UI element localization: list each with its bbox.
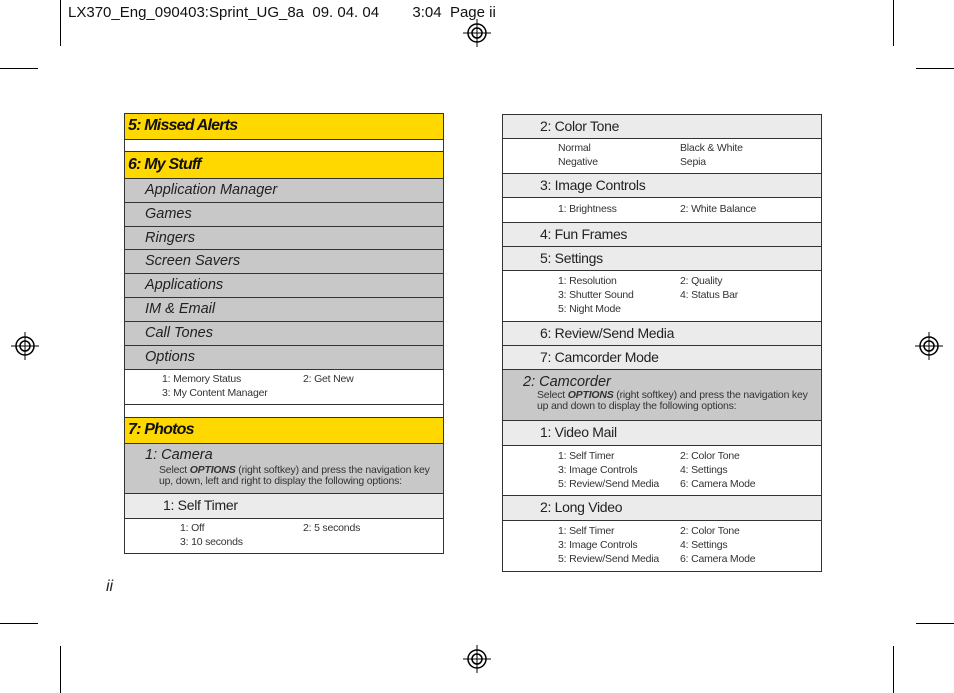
- camcorder-submenu-header: [503, 370, 821, 421]
- menu-item-applications: Applications: [125, 274, 443, 298]
- section-heading-my-stuff: 6: My Stuff: [125, 152, 443, 179]
- self-timer-options-box: [125, 519, 443, 553]
- long-video-options-box: [503, 521, 821, 571]
- color-tone-options-box: [503, 139, 821, 174]
- submenu-long-video: 2: Long Video: [503, 496, 821, 521]
- spacer-row: [125, 405, 443, 418]
- option-text: 5: Night Mode: [558, 303, 621, 315]
- registration-mark-icon: [463, 19, 491, 47]
- submenu-video-mail: 1: Video Mail: [503, 421, 821, 446]
- option-text: 1: Brightness: [558, 203, 617, 215]
- option-text: Sepia: [680, 156, 706, 168]
- settings-options-box: [503, 271, 821, 322]
- option-text: Normal: [558, 142, 591, 154]
- option-text: 4: Settings: [680, 539, 728, 551]
- option-text: Negative: [558, 156, 598, 168]
- spacer-row: [125, 140, 443, 152]
- option-text: 3: My Content Manager: [162, 387, 268, 399]
- camera-submenu-header: [125, 444, 443, 494]
- option-text: 2: White Balance: [680, 203, 757, 215]
- menu-item-options: Options: [125, 346, 443, 370]
- menu-item-call-tones: Call Tones: [125, 322, 443, 346]
- image-controls-options-box: [503, 198, 821, 223]
- option-text: 3: Shutter Sound: [558, 289, 634, 301]
- option-text: Black & White: [680, 142, 743, 154]
- crop-mark: [916, 68, 954, 69]
- registration-mark-icon: [915, 332, 943, 360]
- menu-item-im-email: IM & Email: [125, 298, 443, 322]
- submenu-color-tone: 2: Color Tone: [503, 115, 821, 139]
- camcorder-instructions: Select OPTIONS (right softkey) and press the navigation key up and down to display the following options:: [537, 389, 808, 412]
- camcorder-heading: 2: Camcorder: [523, 374, 611, 390]
- camera-instructions: Select OPTIONS (right softkey) and press the navigation key up, down, left and right to display the following options:: [159, 464, 430, 487]
- option-text: 6: Camera Mode: [680, 553, 756, 565]
- page-number: ii: [106, 578, 114, 595]
- menu-item-screen-savers: Screen Savers: [125, 250, 443, 274]
- options-submenu-box: [125, 370, 443, 405]
- option-text: 1: Resolution: [558, 275, 617, 287]
- submenu-review-send-media: 6: Review/Send Media: [503, 322, 821, 346]
- menu-item-application-manager: Application Manager: [125, 179, 443, 203]
- option-text: 5: Review/Send Media: [558, 553, 660, 565]
- left-menu-column: [124, 113, 444, 554]
- option-text: 4: Status Bar: [680, 289, 739, 301]
- option-text: 4: Settings: [680, 464, 728, 476]
- submenu-self-timer: 1: Self Timer: [125, 494, 443, 519]
- submenu-camcorder-mode: 7: Camcorder Mode: [503, 346, 821, 370]
- option-text: 1: Off: [180, 522, 205, 534]
- crop-mark: [60, 0, 61, 46]
- option-text: 3: 10 seconds: [180, 536, 243, 548]
- crop-mark: [916, 623, 954, 624]
- registration-mark-icon: [11, 332, 39, 360]
- crop-mark: [0, 68, 38, 69]
- submenu-settings: 5: Settings: [503, 247, 821, 271]
- submenu-fun-frames: 4: Fun Frames: [503, 223, 821, 247]
- submenu-image-controls: 3: Image Controls: [503, 174, 821, 198]
- option-text: 3: Image Controls: [558, 539, 638, 551]
- crop-mark: [0, 623, 38, 624]
- option-text: 1: Self Timer: [558, 525, 615, 537]
- option-text: 2: 5 seconds: [303, 522, 361, 534]
- option-text: 2: Quality: [680, 275, 723, 287]
- video-mail-options-box: [503, 446, 821, 496]
- option-text: 2: Get New: [303, 373, 354, 385]
- option-text: 3: Image Controls: [558, 464, 638, 476]
- option-text: 1: Self Timer: [558, 450, 615, 462]
- option-text: 2: Color Tone: [680, 450, 740, 462]
- camera-heading: 1: Camera: [145, 447, 213, 463]
- right-menu-column: [502, 114, 822, 572]
- crop-mark: [893, 646, 894, 693]
- menu-item-ringers: Ringers: [125, 227, 443, 250]
- option-text: 2: Color Tone: [680, 525, 740, 537]
- crop-mark: [893, 0, 894, 46]
- menu-item-games: Games: [125, 203, 443, 227]
- registration-mark-icon: [463, 645, 491, 673]
- option-text: 5: Review/Send Media: [558, 478, 660, 490]
- print-slug-header: LX370_Eng_090403:Sprint_UG_8a 09. 04. 04 3:04 Page ii: [68, 4, 496, 21]
- section-heading-missed-alerts: 5: Missed Alerts: [125, 114, 443, 140]
- section-heading-photos: 7: Photos: [125, 418, 443, 444]
- crop-mark: [60, 646, 61, 693]
- option-text: 6: Camera Mode: [680, 478, 756, 490]
- option-text: 1: Memory Status: [162, 373, 242, 385]
